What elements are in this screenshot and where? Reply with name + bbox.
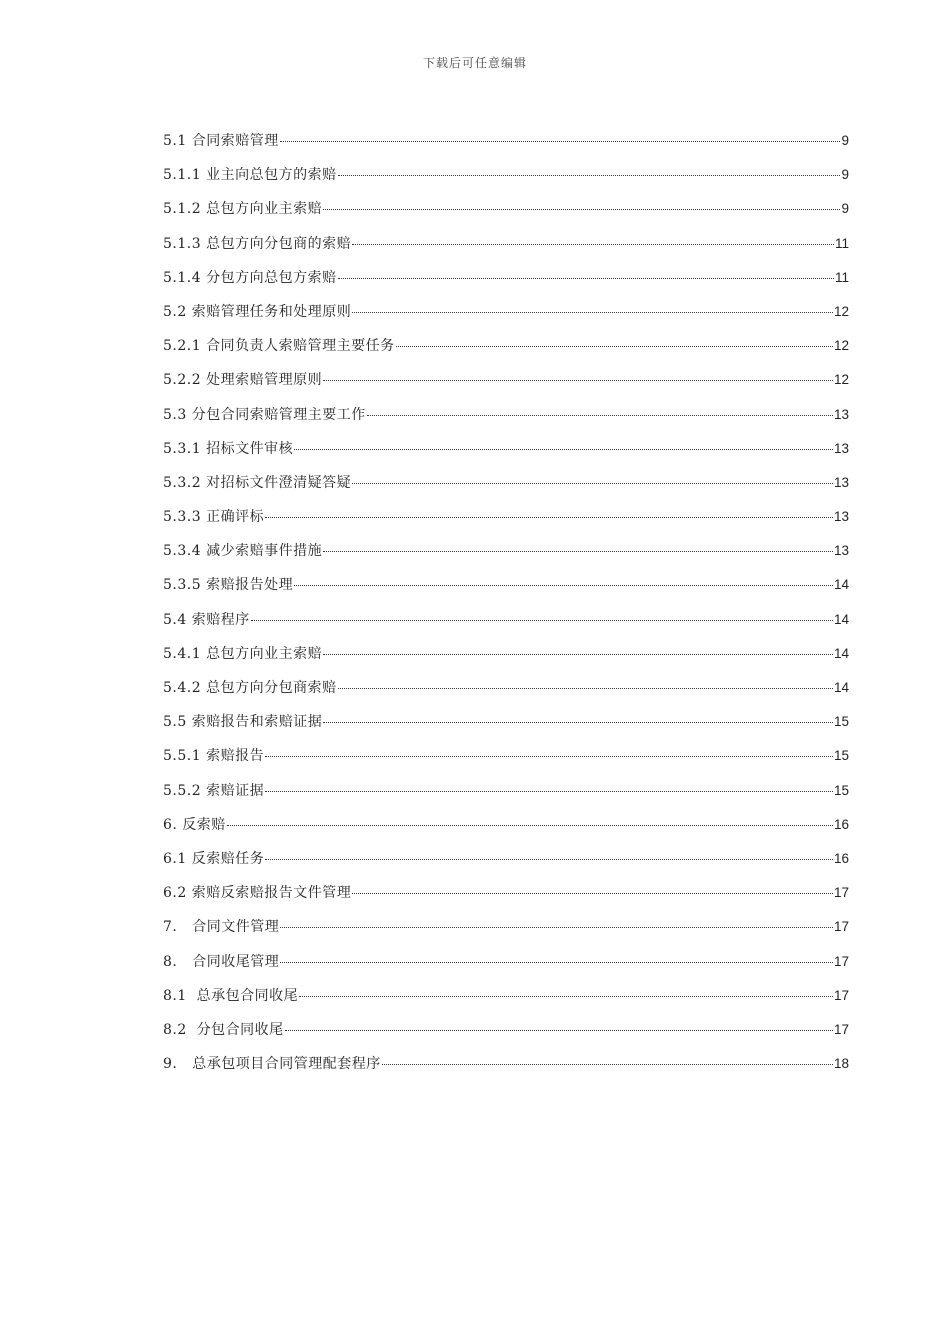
dot-leader (352, 312, 833, 313)
toc-entry-page-number: 14 (833, 680, 849, 695)
dot-leader (294, 449, 833, 450)
toc-entry-label: 7. 合同文件管理 (163, 919, 280, 936)
toc-entry[interactable] (163, 780, 849, 814)
dot-leader (338, 688, 833, 689)
toc-entry-label: 5.5.2 索赔证据 (163, 782, 265, 799)
toc-entry[interactable] (163, 301, 849, 335)
toc-entry-page-number: 12 (833, 338, 849, 354)
toc-entry[interactable] (163, 574, 849, 608)
toc-entry-page-number: 16 (833, 816, 849, 832)
toc-entry-label: 8.2 分包合同收尾 (163, 1021, 284, 1038)
toc-entry-label: 5.3.4 减少索赔事件措施 (163, 543, 323, 560)
toc-entry-label: 5.2.2 处理索赔管理原则 (163, 372, 323, 389)
dot-leader (280, 962, 833, 963)
dot-leader (382, 1064, 833, 1065)
toc-entry[interactable] (163, 916, 849, 950)
dot-leader (280, 141, 841, 142)
toc-entry-page-number: 13 (833, 440, 849, 456)
toc-entry-page-number: 13 (833, 543, 849, 559)
toc-entry-label: 5.4 索赔程序 (163, 611, 250, 628)
dot-leader (280, 927, 833, 928)
toc-entry[interactable] (163, 472, 849, 506)
toc-entry-label: 5.1.1 业主向总包方的索赔 (163, 167, 337, 184)
table-of-contents (163, 130, 849, 1087)
toc-entry-label: 5.1.2 总包方向业主索赔 (163, 201, 323, 218)
toc-entry[interactable] (163, 711, 849, 745)
toc-entry-label: 9. 总承包项目合同管理配套程序 (163, 1056, 381, 1073)
toc-entry-page-number: 17 (833, 953, 849, 969)
toc-entry-label: 6.2 索赔反索赔报告文件管理 (163, 885, 352, 902)
toc-entry-label: 5.3.3 正确评标 (163, 509, 265, 526)
toc-entry-page-number: 13 (833, 509, 849, 525)
dot-leader (338, 278, 834, 279)
toc-entry-page-number: 13 (833, 406, 849, 422)
toc-entry[interactable] (163, 848, 849, 882)
toc-entry-label: 5.3.2 对招标文件澄清疑答疑 (163, 474, 352, 491)
dot-leader (227, 825, 833, 826)
toc-entry-page-number: 16 (833, 850, 849, 866)
toc-entry-label: 5.1 合同索赔管理 (163, 133, 279, 149)
toc-entry[interactable] (163, 438, 849, 472)
toc-entry[interactable] (163, 404, 849, 438)
toc-entry-label: 6.1 反索赔任务 (163, 850, 265, 867)
toc-entry[interactable] (163, 369, 849, 403)
toc-entry-label: 5.3 分包合同索赔管理主要工作 (163, 406, 366, 423)
toc-entry[interactable] (163, 814, 849, 848)
toc-entry[interactable] (163, 1053, 849, 1087)
toc-entry-page-number: 17 (833, 885, 849, 901)
toc-entry-page-number: 14 (833, 611, 849, 627)
toc-entry[interactable] (163, 540, 849, 574)
toc-entry[interactable] (163, 745, 849, 779)
toc-entry[interactable] (163, 951, 849, 985)
toc-entry[interactable] (163, 506, 849, 540)
toc-entry-label: 5.3.5 索赔报告处理 (163, 577, 294, 594)
dot-leader (323, 380, 833, 381)
dot-leader (367, 415, 833, 416)
toc-entry-page-number: 11 (834, 269, 849, 285)
toc-entry-page-number: 17 (833, 1021, 849, 1037)
toc-entry-page-number: 15 (833, 748, 849, 764)
toc-entry-page-number: 9 (841, 167, 849, 183)
toc-entry-page-number: 12 (833, 303, 849, 319)
toc-entry[interactable] (163, 985, 849, 1019)
toc-entry-page-number: 18 (833, 1056, 849, 1072)
toc-entry-label: 5.5 索赔报告和索赔证据 (163, 714, 323, 731)
dot-leader (265, 859, 833, 860)
toc-entry[interactable] (163, 335, 849, 369)
toc-entry-label: 5.5.1 索赔报告 (163, 748, 265, 765)
dot-leader (338, 175, 841, 176)
toc-entry-label: 5.4.1 总包方向业主索赔 (163, 645, 323, 662)
dot-leader (285, 1030, 833, 1031)
dot-leader (265, 756, 833, 757)
toc-entry[interactable] (163, 1019, 849, 1053)
toc-entry-label: 6. 反索赔 (163, 816, 226, 833)
toc-entry-label: 5.2 索赔管理任务和处理原则 (163, 303, 352, 320)
dot-leader (352, 893, 833, 894)
toc-entry[interactable] (163, 882, 849, 916)
dot-leader (265, 791, 833, 792)
toc-entry-page-number: 9 (841, 201, 849, 217)
dot-leader (396, 346, 833, 347)
toc-entry[interactable] (163, 267, 849, 301)
toc-entry-page-number: 12 (833, 372, 849, 388)
toc-entry-label: 5.4.2 总包方向分包商索赔 (163, 680, 337, 696)
dot-leader (294, 585, 833, 586)
toc-entry-label: 5.1.3 总包方向分包商的索赔 (163, 235, 352, 252)
toc-entry-page-number: 13 (833, 474, 849, 490)
toc-entry-page-number: 15 (833, 782, 849, 798)
toc-entry[interactable] (163, 233, 849, 267)
toc-entry[interactable] (163, 130, 849, 164)
dot-leader (323, 722, 833, 723)
toc-entry-page-number: 14 (833, 577, 849, 593)
dot-leader (323, 551, 833, 552)
toc-entry-page-number: 17 (833, 919, 849, 935)
toc-entry-label: 5.3.1 招标文件审核 (163, 440, 294, 457)
dot-leader (352, 483, 833, 484)
dot-leader (323, 654, 833, 655)
dot-leader (323, 209, 840, 210)
toc-entry-page-number: 14 (833, 645, 849, 661)
toc-entry[interactable] (163, 609, 849, 643)
dot-leader (299, 996, 833, 997)
toc-entry-label: 5.2.1 合同负责人索赔管理主要任务 (163, 338, 395, 355)
toc-entry[interactable] (163, 198, 849, 232)
toc-entry-label: 5.1.4 分包方向总包方索赔 (163, 269, 337, 286)
toc-entry[interactable] (163, 643, 849, 677)
toc-entry[interactable] (163, 164, 849, 198)
page-header: 下载后可任意编辑 (422, 56, 527, 70)
toc-entry[interactable] (163, 677, 849, 711)
toc-entry-page-number: 15 (833, 714, 849, 730)
toc-entry-page-number: 9 (841, 133, 849, 148)
toc-entry-page-number: 17 (833, 987, 849, 1003)
dot-leader (251, 620, 833, 621)
toc-entry-label: 8.1 总承包合同收尾 (163, 987, 299, 1004)
toc-entry-label: 8. 合同收尾管理 (163, 953, 280, 970)
dot-leader (265, 517, 833, 518)
toc-entry-page-number: 11 (834, 235, 849, 251)
dot-leader (352, 244, 834, 245)
